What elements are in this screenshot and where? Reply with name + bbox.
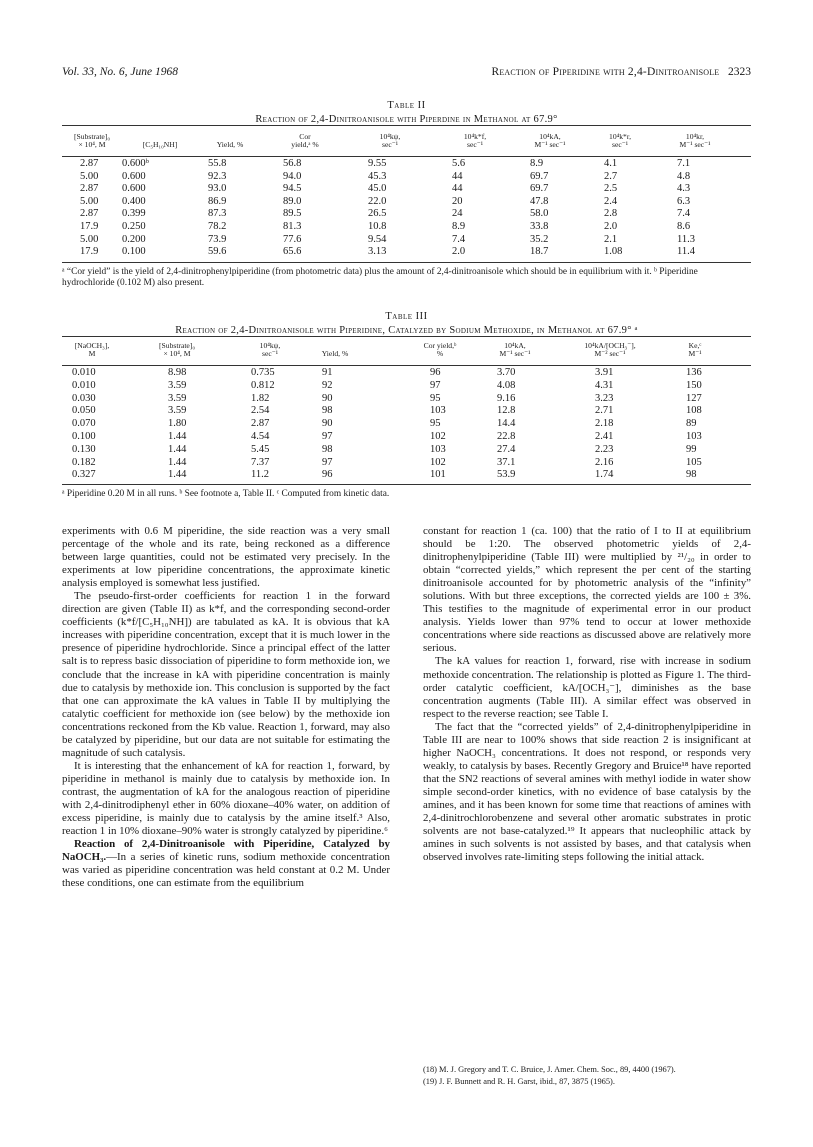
column-header: [Substrate]₀	[159, 341, 195, 350]
column-header: M⁻¹ sec⁻¹	[679, 140, 711, 150]
table-cell: 2.4	[604, 195, 618, 207]
table-cell: 8.9	[452, 221, 466, 232]
table-cell: 93.0	[208, 183, 227, 195]
column-header: sec⁻¹	[467, 140, 483, 150]
column-header: × 10⁴, M	[78, 140, 106, 150]
table-cell: 127	[686, 392, 702, 404]
table-cell: 102	[430, 431, 446, 442]
column-header: [C₅H₁₀NH]	[142, 140, 178, 150]
table-cell: 53.9	[497, 469, 516, 481]
column-header: M⁻¹ sec⁻¹	[534, 140, 566, 150]
table-cell: 2.8	[604, 208, 618, 220]
column-header: sec⁻¹	[612, 140, 628, 150]
table-cell: 8.6	[677, 221, 691, 232]
table2-label: Table II	[387, 100, 426, 111]
section-heading: Reaction of 2,4-Dinitroanisole with Piperidine, Catalyzed by NaOCH₃.	[62, 838, 390, 864]
table-cell: 2.16	[595, 456, 614, 468]
table-cell: 11.2	[251, 469, 269, 481]
table-cell: 3.59	[168, 392, 187, 404]
table-cell: 0.600	[122, 183, 146, 195]
section-paragraph	[62, 838, 390, 890]
table-cell: 0.812	[251, 379, 275, 391]
table-cell: 96	[322, 469, 333, 481]
table-cell: 0.010	[72, 379, 96, 391]
column-header: Yield, %	[321, 349, 349, 359]
table-cell: 136	[686, 367, 702, 378]
table-cell: 2.5	[604, 183, 618, 195]
table-cell: 3.13	[368, 246, 387, 258]
table3-caption: Reaction of 2,4-Dinitroanisole with Piperidine, Catalyzed by Sodium Methoxide, in Methanol at 67.9° ᵃ	[175, 325, 638, 336]
table-cell: 45.3	[368, 170, 387, 182]
table-cell: 45.0	[368, 183, 387, 195]
table-rule	[62, 336, 751, 337]
column-header: yield,ᵃ %	[291, 140, 319, 150]
table-cell: 44	[452, 183, 463, 195]
table-cell: 9.54	[368, 233, 387, 245]
table-cell: 2.7	[604, 170, 618, 182]
column-header: Cor	[299, 132, 311, 141]
table-cell: 14.4	[497, 418, 516, 430]
table-cell: 5.6	[452, 158, 466, 169]
column-header: 10⁴kA,	[539, 132, 561, 141]
table-cell: 17.9	[80, 246, 99, 258]
table-cell: 0.130	[72, 443, 96, 455]
table-cell: 90	[322, 418, 333, 430]
table-cell: 73.9	[208, 233, 227, 245]
table-cell: 1.44	[168, 431, 187, 442]
table-rule	[62, 484, 751, 485]
table-cell: 1.82	[251, 392, 270, 404]
table-cell: 2.87	[80, 158, 99, 169]
table-cell: 0.250	[122, 221, 146, 232]
table-cell: 5.45	[251, 443, 270, 455]
table-cell: 0.030	[72, 392, 96, 404]
column-header: Yield, %	[216, 140, 244, 150]
table-cell: 0.010	[72, 367, 96, 378]
table-cell: 1.44	[168, 456, 187, 468]
references	[423, 1064, 751, 1087]
table-cell: 89.0	[283, 195, 302, 207]
reference-19: (19) J. F. Bunnett and R. H. Garst, ibid., 87, 3875 (1965).	[423, 1076, 615, 1086]
column-header: 10⁴k*r,	[609, 132, 631, 141]
table-cell: 11.4	[677, 246, 695, 258]
table-cell: 9.16	[497, 392, 516, 404]
table-cell: 0.600	[122, 170, 146, 182]
table-cell: 3.59	[168, 379, 187, 391]
table-cell: 22.0	[368, 195, 387, 207]
column-header: × 10⁴, M	[163, 349, 191, 359]
table-cell: 96	[430, 367, 441, 378]
table-cell: 0.400	[122, 195, 146, 207]
table-cell: 1.74	[595, 469, 614, 481]
table-cell: 0.100	[72, 431, 96, 442]
table-cell: 6.3	[677, 195, 691, 207]
page-number: 2323	[728, 66, 751, 78]
table-cell: 4.31	[595, 379, 614, 391]
table-cell: 89	[686, 418, 697, 430]
table-cell: 44	[452, 170, 463, 182]
table-cell: 108	[686, 405, 702, 417]
table-cell: 9.55	[368, 158, 387, 169]
table-cell: 95	[430, 392, 441, 404]
table-cell: 27.4	[497, 443, 516, 455]
column-header: [NaOCH₃],	[74, 341, 110, 350]
paragraph: The fact that the “corrected yields” of 2,4-dinitrophenylpiperidine in Table III are near to 100% shows that side reaction 2 is insignificant at higher NaOCH₃ concentrations. It does not respond, or responds very weakly, to catalysis by bases. Recently Gregory and Bruice¹⁸ have reported that the SN2 reactions of several amines with methyl iodide in water show simple second-order kinetics, with no evidence of base catalysis by the amines, and it has been known for some time that reactions of amines with 2,4-dinitrochlorobenzene and several other aromatic substrates in protic solvents are not base-catalyzed.¹⁹ It appears that nucleophilic attack by amines in such solvents is not assisted by bases, and that catalysis when observed involves rate-limiting steps following the initial attack.	[423, 720, 751, 864]
table-cell: 5.00	[80, 170, 99, 182]
column-header: M⁻² sec⁻¹	[594, 349, 626, 359]
column-header: 10⁴kA,	[504, 341, 526, 350]
table-cell: 59.6	[208, 246, 227, 258]
table-cell: 18.7	[530, 246, 549, 258]
table-cell: 11.3	[677, 233, 695, 245]
table-cell: 150	[686, 379, 702, 391]
table-cell: 3.23	[595, 392, 614, 404]
table2-caption: Reaction of 2,4-Dinitroanisole with Piperdine in Methanol at 67.9°	[255, 114, 558, 125]
table-cell: 0.182	[72, 456, 96, 468]
table-cell: 2.1	[604, 233, 618, 245]
table-cell: 0.200	[122, 233, 146, 245]
table-rule	[62, 365, 751, 366]
column-header: sec⁻¹	[262, 349, 278, 359]
journal-volume: Vol. 33, No. 6, June 1968	[62, 66, 178, 78]
table-cell: 97	[322, 456, 333, 468]
table2-footnote: ᵃ “Cor yield” is the yield of 2,4-dinitrophenylpiperidine (from photometric data) plus the amount of 2,4-dinitroanisole which should be in equilibrium with it. ᵇ Piperidine hydrochloride (0.102 M) also present.	[62, 267, 698, 289]
table-cell: 4.54	[251, 431, 270, 442]
table-cell: 105	[686, 456, 702, 468]
table-cell: 2.0	[604, 221, 618, 232]
table-cell: 2.87	[80, 208, 99, 220]
table-cell: 5.00	[80, 233, 99, 245]
table-cell: 103	[430, 405, 446, 417]
left-column	[62, 525, 390, 890]
table-cell: 0.735	[251, 367, 275, 378]
table-cell: 98	[322, 405, 333, 417]
table-cell: 2.54	[251, 405, 270, 417]
table-cell: 69.7	[530, 183, 549, 195]
paragraph: constant for reaction 1 (ca. 100) that the ratio of I to II at equilibrium should be 1:20. The observed photometric yields of 2,4-dinitrophenylpiperidine (Table III) were multiplied by ²¹/₂₀ in order to obtain “corrected yields,” which represent the per cent of the starting dinitroanisole accounted for by photometric analysis of the “infinity” solutions. With but three exceptions, the corrected yields are 100 ± 3%. This testifies to the magnitude of experimental error in our product analysis. Yields lower than 97% tend to occur at lower methoxide concentrations where side reactions as discussed above are relatively more serious.	[423, 525, 751, 655]
paragraph: It is interesting that the enhancement of kA for reaction 1, forward, by piperidine in methanol is mainly due to catalysis by methoxide ion. In contrast, the augmentation of kA for the analogous reaction of piperidine with 2,4-dinitrodiphenyl ether in 60% dioxane–40% water, on addition of excess piperidine, is mainly due to catalysis by the amine itself.³ Also, reaction 1 in 10% dioxane–90% water is strongly catalyzed by piperidine.⁶	[62, 759, 390, 838]
table-cell: 56.8	[283, 158, 302, 169]
column-header: M⁻¹	[688, 349, 702, 359]
column-header: %	[436, 349, 444, 359]
table-cell: 1.44	[168, 443, 187, 455]
table-cell: 2.87	[80, 183, 99, 195]
table-cell: 87.3	[208, 208, 227, 220]
table-cell: 89.5	[283, 208, 302, 220]
paragraph: The kA values for reaction 1, forward, rise with increase in sodium methoxide concentration. The relationship is plotted as Figure 1. The third-order catalytic coefficient, kA/[OCH₃⁻], diminishes as the base concentration augments (Table III). A similar effect was observed in respect to the reverse reaction; see Table I.	[423, 655, 751, 720]
table-cell: 4.8	[677, 170, 691, 182]
table-cell: 92.3	[208, 170, 227, 182]
reference-18: (18) M. J. Gregory and T. C. Bruice, J. Amer. Chem. Soc., 89, 4400 (1967).	[423, 1065, 676, 1074]
table-cell: 7.4	[677, 208, 691, 220]
table-cell: 1.08	[604, 246, 623, 258]
table-cell: 3.59	[168, 405, 187, 417]
column-header: 10⁴k*f,	[463, 132, 487, 141]
table-cell: 37.1	[497, 456, 516, 468]
table-cell: 103	[430, 443, 446, 455]
table3-footnote: ᵃ Piperidine 0.20 M in all runs. ᵇ See footnote a, Table II. ᶜ Computed from kinetic data.	[62, 489, 390, 499]
table-cell: 78.2	[208, 221, 227, 232]
column-header: 10⁴kψ,	[379, 132, 401, 141]
table-cell: 77.6	[283, 233, 302, 245]
table-cell: 81.3	[283, 221, 302, 232]
table-cell: 7.4	[452, 233, 466, 245]
table-cell: 2.18	[595, 418, 614, 430]
table-cell: 92	[322, 379, 333, 391]
column-header: 10⁴kr,	[685, 132, 705, 141]
table-cell: 0.070	[72, 418, 96, 430]
running-title-text: Reaction of Piperidine with 2,4-Dinitroanisole	[491, 66, 720, 78]
column-header: 10⁴kA/[OCH₃⁻],	[584, 341, 636, 350]
table-rule	[62, 156, 751, 157]
table-cell: 0.100	[122, 246, 146, 258]
table-cell: 0.399	[122, 208, 146, 220]
right-column	[423, 525, 751, 864]
table-cell: 3.70	[497, 367, 516, 378]
table-cell: 90	[322, 392, 333, 404]
table-cell: 4.08	[497, 379, 516, 391]
table-cell: 65.6	[283, 246, 302, 258]
table-cell: 98	[686, 469, 697, 481]
table-cell: 4.1	[604, 158, 618, 169]
paragraph: experiments with 0.6 M piperidine, the side reaction was a very small percentage of the whole and its rate, being reckoned as a difference between large quantities, could not be estimated very precisely. In the experiments at low piperidine concentrations, the approximate kinetic analysis employed is somewhat less justified.	[62, 525, 390, 590]
table-cell: 8.98	[168, 367, 187, 378]
paragraph: The pseudo-first-order coefficients for reaction 1 in the forward direction are given (Table II) as k*f, and the corresponding second-order coefficients (k*f/[C₅H₁₀NH]) are tabulated as kA. It is obvious that kA increases with piperidine concentration, except that it is much lower in the presence of piperidine hydrochloride. Since a principal effect of the latter salt is to repress basic dissociation of piperidine to form methoxide ion, we conclude that the increase in kA with piperidine concentration is mainly due to catalysis by methoxide ion. This conclusion is supported by the fact that one can approximate the kA values in Table II by multiplying the catalytic coefficient for methoxide ion (see below) by the methoxide ion concentrations reckoned from the Kb value. Reaction 1, forward, may also be catalyzed by piperidine, but our data are not suitable for estimating the magnitude of such catalysis.	[62, 590, 390, 759]
table-cell: 24	[452, 208, 463, 220]
table-cell: 69.7	[530, 170, 549, 182]
column-header: sec⁻¹	[382, 140, 398, 150]
table-cell: 4.3	[677, 183, 691, 195]
table-cell: 94.0	[283, 170, 302, 182]
table-cell: 17.9	[80, 221, 99, 232]
table-cell: 33.8	[530, 221, 549, 232]
running-head	[62, 66, 751, 82]
column-header: 10⁴kψ,	[259, 341, 281, 350]
table-cell: 7.1	[677, 158, 691, 169]
column-header: Ke,ᶜ	[688, 341, 702, 350]
table-cell: 20	[452, 195, 463, 207]
table-cell: 98	[322, 443, 333, 455]
table-cell: 99	[686, 443, 697, 455]
table-cell: 8.9	[530, 158, 544, 169]
table-cell: 95	[430, 418, 441, 430]
table-cell: 91	[322, 367, 333, 378]
table-cell: 10.8	[368, 221, 387, 232]
running-title	[491, 66, 751, 78]
column-header: Cor yield,ᵇ	[423, 341, 457, 350]
table-cell: 55.8	[208, 158, 227, 169]
table-cell: 103	[686, 431, 702, 442]
table-cell: 94.5	[283, 183, 302, 195]
table-cell: 2.41	[595, 431, 614, 442]
table-rule	[62, 262, 751, 263]
table-cell: 0.600ᵇ	[122, 158, 149, 169]
column-header: M⁻¹ sec⁻¹	[499, 349, 531, 359]
table-cell: 12.8	[497, 405, 516, 417]
table-cell: 86.9	[208, 195, 227, 207]
table-rule	[62, 125, 751, 126]
table-cell: 97	[430, 379, 441, 391]
table-cell: 101	[430, 469, 446, 481]
column-header: [Substrate]₀	[74, 132, 110, 141]
table-cell: 0.327	[72, 469, 96, 481]
table-cell: 2.71	[595, 405, 614, 417]
table-cell: 47.8	[530, 195, 549, 207]
section-text: —In a series of kinetic runs, sodium methoxide concentration was varied as piperidine concentration was held constant at 0.2 M. Under these conditions, one can estimate from the equilibrium	[62, 851, 390, 890]
table-cell: 5.00	[80, 195, 99, 207]
table-cell: 22.8	[497, 431, 516, 442]
table-cell: 1.44	[168, 469, 187, 481]
column-header: M	[88, 349, 96, 359]
table-cell: 26.5	[368, 208, 387, 220]
table-cell: 3.91	[595, 367, 614, 378]
table-cell: 2.87	[251, 418, 270, 430]
table-cell: 0.050	[72, 405, 96, 417]
table-cell: 97	[322, 431, 333, 442]
table-cell: 1.80	[168, 418, 187, 430]
table-cell: 102	[430, 456, 446, 468]
table-cell: 2.0	[452, 246, 466, 258]
table-cell: 35.2	[530, 233, 549, 245]
table-cell: 7.37	[251, 456, 270, 468]
table-cell: 2.23	[595, 443, 614, 455]
table3-label: Table III	[385, 311, 428, 322]
table-cell: 58.0	[530, 208, 549, 220]
